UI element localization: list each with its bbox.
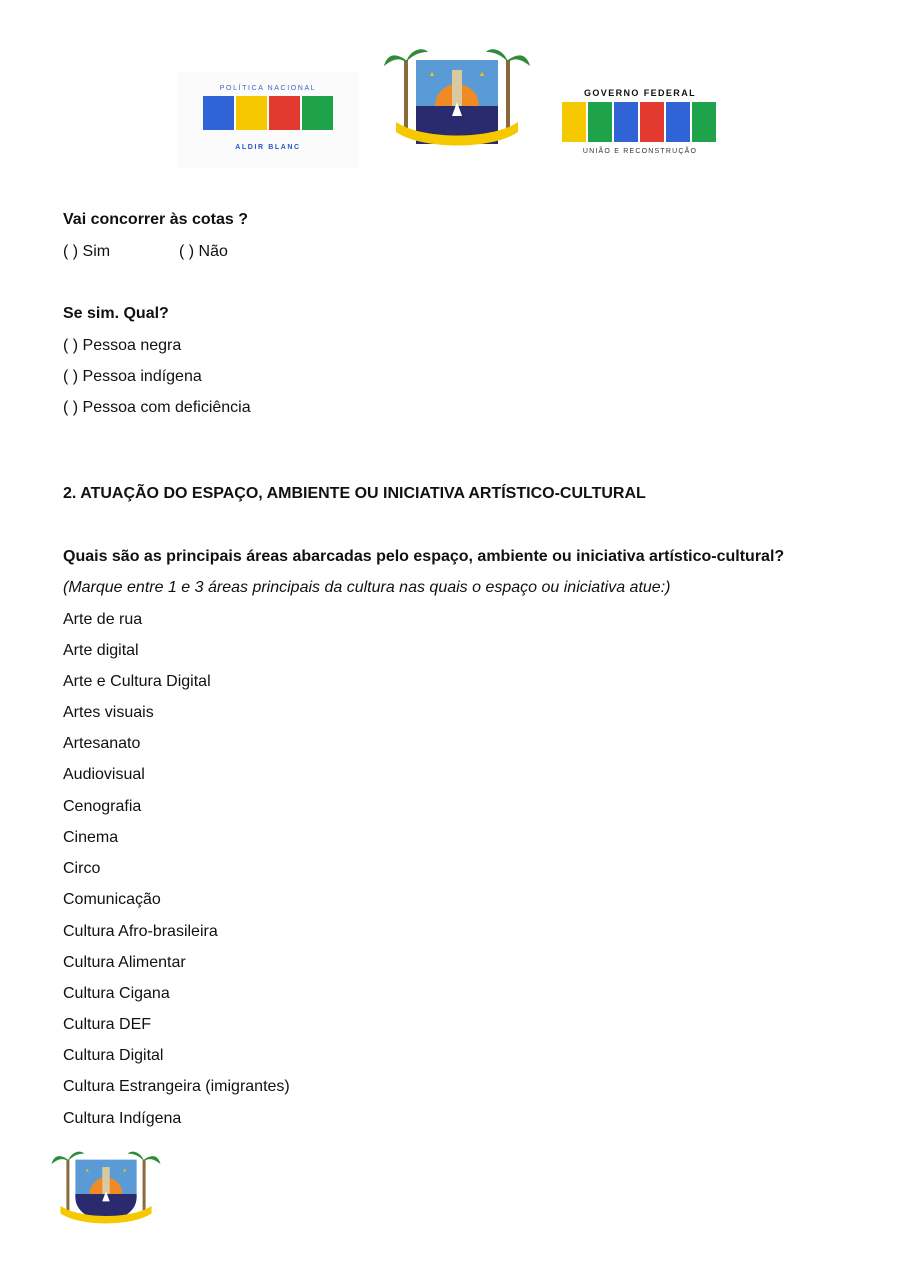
section-2-heading: 2. ATUAÇÃO DO ESPAÇO, AMBIENTE OU INICIATIVA ARTÍSTICO-CULTURAL [63, 485, 646, 502]
pnab-letter-block [302, 96, 333, 130]
area-item[interactable]: Cultura Cigana [63, 985, 170, 1002]
brasil-letter-block [614, 102, 638, 142]
federal-logo-word [562, 102, 716, 142]
area-item[interactable]: Circo [63, 860, 101, 877]
brasil-letter-block [640, 102, 664, 142]
municipal-crest-logo [382, 40, 532, 148]
area-item[interactable]: Cultura Indígena [63, 1110, 182, 1127]
area-item[interactable]: Cultura DEF [63, 1016, 152, 1033]
area-item[interactable]: Cultura Alimentar [63, 954, 186, 971]
quota-question: Vai concorrer às cotas ? [63, 211, 248, 228]
area-item[interactable]: Cultura Digital [63, 1047, 164, 1064]
municipal-crest-image [382, 40, 532, 148]
pnab-letter-block [203, 96, 234, 130]
area-item[interactable]: Arte e Cultura Digital [63, 673, 211, 690]
federal-logo-bottom-text: UNIÃO E RECONSTRUÇÃO [582, 148, 698, 155]
quota-option-yes[interactable]: ( ) Sim [63, 243, 111, 260]
area-item[interactable]: Cultura Estrangeira (imigrantes) [63, 1078, 290, 1095]
areas-instruction: (Marque entre 1 e 3 áreas principais da cultura nas quais o espaço ou iniciativa atue:) [63, 579, 671, 596]
area-item[interactable]: Arte digital [63, 642, 139, 659]
quota-options [63, 240, 363, 264]
area-item[interactable]: Artesanato [63, 735, 141, 752]
pnab-logo-bottom-text: ALDIR BLANC [235, 144, 301, 151]
quota-option-no[interactable]: ( ) Não [179, 243, 228, 260]
pnab-logo [177, 72, 359, 168]
which-option-negra[interactable]: ( ) Pessoa negra [63, 337, 182, 354]
pnab-letter-block [269, 96, 300, 130]
area-item[interactable]: Artes visuais [63, 704, 154, 721]
pnab-logo-top-text: POLÍTICA NACIONAL [219, 85, 317, 92]
which-option-indigena[interactable]: ( ) Pessoa indígena [63, 368, 202, 385]
pnab-logo-word [203, 96, 333, 130]
brasil-letter-block [562, 102, 586, 142]
brasil-letter-block [666, 102, 690, 142]
area-item[interactable]: Arte de rua [63, 611, 143, 628]
footer-crest-logo [50, 1143, 162, 1227]
area-item[interactable]: Comunicação [63, 891, 161, 908]
which-option-deficiencia[interactable]: ( ) Pessoa com deficiência [63, 399, 251, 416]
federal-logo-top-text: GOVERNO FEDERAL [583, 88, 696, 98]
area-item[interactable]: Cinema [63, 829, 119, 846]
area-item[interactable]: Cenografia [63, 798, 142, 815]
header-logos [0, 0, 900, 180]
area-item[interactable]: Audiovisual [63, 766, 145, 783]
brasil-letter-block [588, 102, 612, 142]
area-item[interactable]: Cultura Afro-brasileira [63, 923, 218, 940]
which-quota-question: Se sim. Qual? [63, 305, 169, 322]
footer-crest-image [50, 1143, 162, 1227]
federal-government-logo [560, 86, 720, 164]
areas-question: Quais são as principais áreas abarcadas pelo espaço, ambiente ou iniciativa artístico-cultural? [63, 548, 785, 565]
brasil-letter-block [692, 102, 716, 142]
pnab-letter-block [236, 96, 267, 130]
